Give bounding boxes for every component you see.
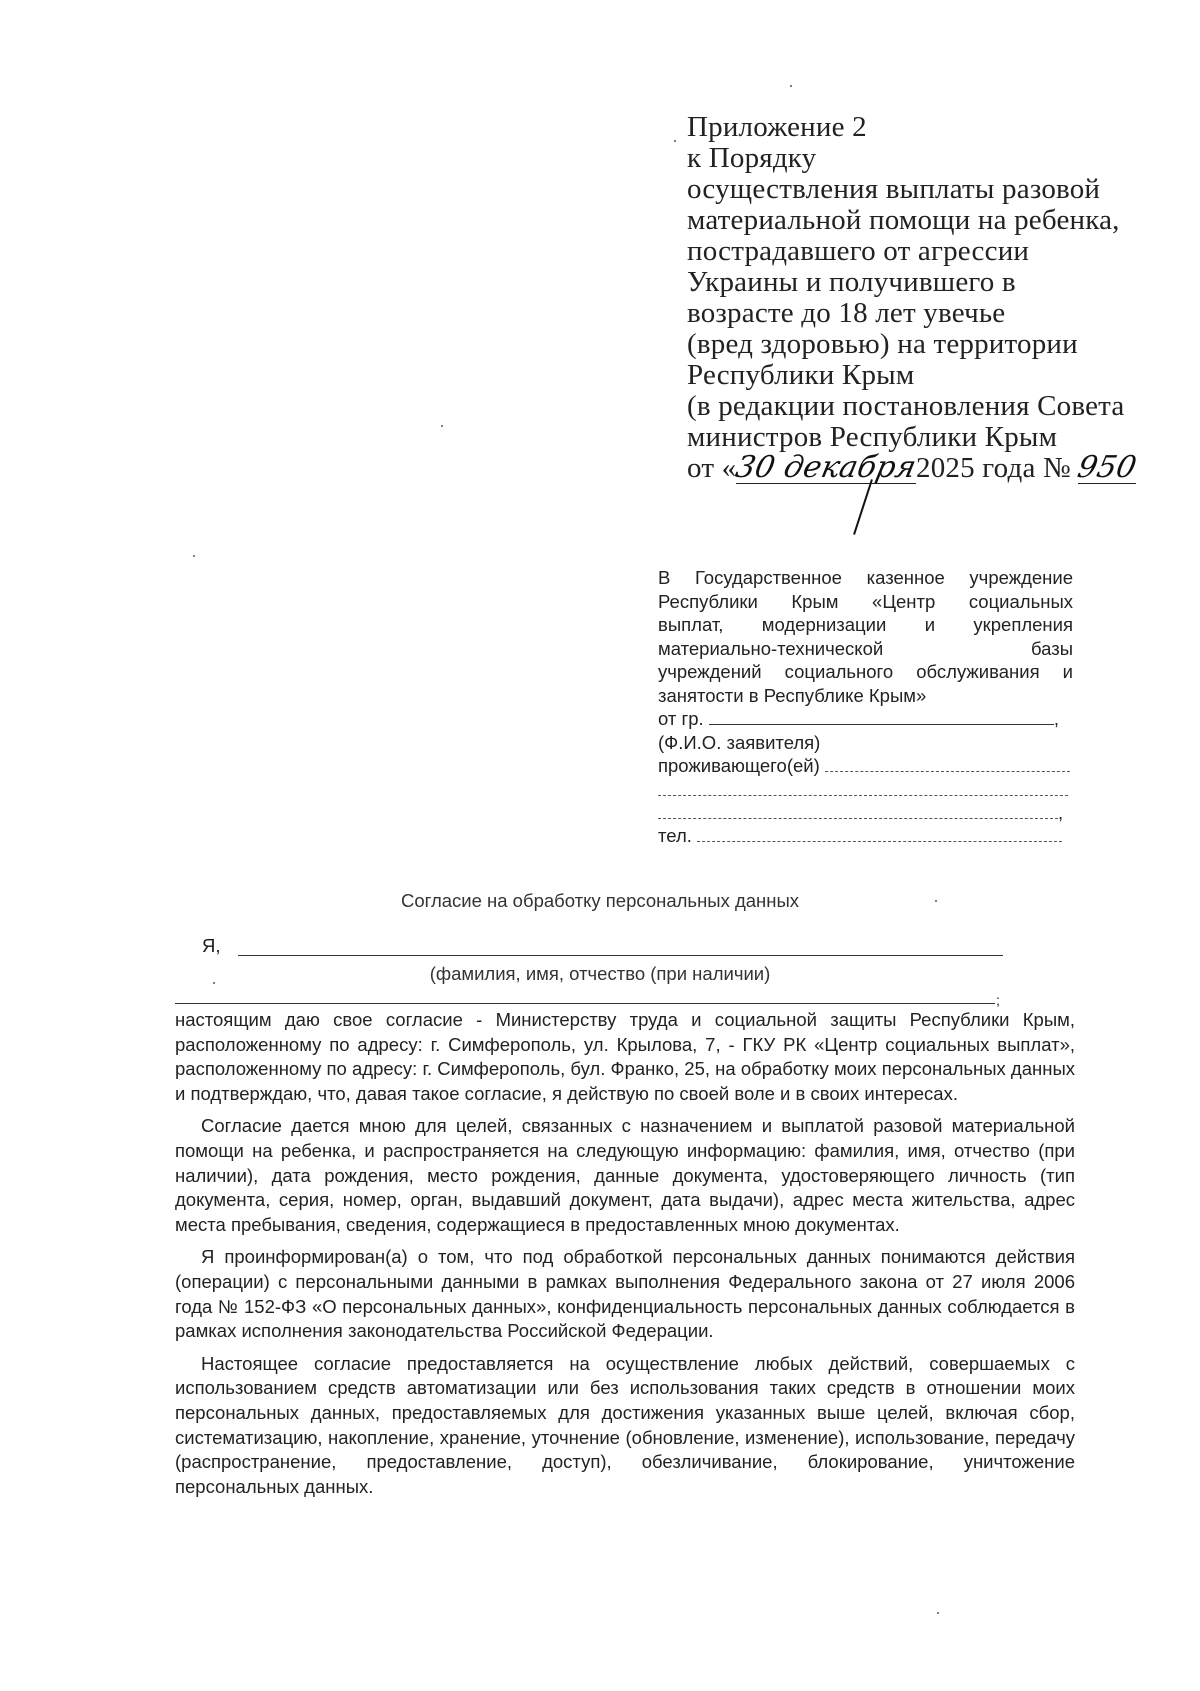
appendix-line: (в редакции постановления Совета — [687, 390, 1125, 422]
appendix-line: министров Республики Крым — [687, 421, 1058, 453]
address-field-3[interactable] — [658, 802, 1058, 819]
consent-paragraph: Согласие дается мною для целей, связанных с назначением и выплатой разовой материальной помощи на ребенка, и распространяется на следующую информацию: фамилия, имя, отчество (при наличии), дата рождения, место рождения, данные документа, удостоверяющего личность (тип документа, серия, номер, орган, выдавший документ, дата выдачи), адрес места жительства, адрес места пребывания, сведения, содержащиеся в предоставленных мною документах. — [175, 1115, 1075, 1235]
appendix-header — [687, 112, 1157, 484]
handwritten-date: 30 декабря — [732, 450, 920, 485]
tel-label: тел. — [658, 824, 692, 846]
resolution-date-line — [687, 450, 1157, 485]
applicant-name-field[interactable] — [709, 708, 1054, 725]
scan-speck — [193, 555, 195, 557]
phone-field[interactable] — [697, 825, 1062, 842]
tel-line — [658, 824, 1073, 848]
scan-speck — [790, 85, 792, 87]
consent-paragraph: Я проинформирован(а) о том, что под обработкой персональных данных понимаются действия (операции) с персональными данными в рамках выполнения Федерального закона от 27 июля 2006 года № 152-ФЗ «О персональных данных», конфиденциальность персональных данных соблюдается в рамках исполнения законодательства Российской Федерации. — [175, 1246, 1075, 1342]
consent-body — [175, 1008, 1075, 1507]
appendix-line: Приложение 2 — [687, 111, 867, 143]
full-name-hint: (фамилия, имя, отчество (при наличии) — [429, 963, 771, 984]
recipient-line: учреждений социального обслуживания и — [658, 661, 1073, 682]
appendix-line: Украины и получившего в — [687, 266, 1016, 298]
handwritten-number: 950 — [1074, 450, 1140, 485]
address-field[interactable] — [825, 755, 1070, 772]
residing-label: проживающего(ей) — [658, 755, 820, 776]
recipient-line: выплат, модернизации и укрепления — [658, 614, 1073, 635]
recipient-line: Республики Крым «Центр социальных — [658, 590, 1073, 612]
scan-speck — [935, 900, 937, 902]
line-end-mark: ; — [996, 992, 1000, 1008]
address-line-3: , — [658, 801, 1073, 824]
full-name-field[interactable] — [238, 955, 1003, 956]
recipient-block — [658, 566, 1073, 847]
scan-speck — [213, 982, 215, 984]
appendix-line: Республики Крым — [687, 359, 915, 391]
appendix-line: (вред здоровью) на территории — [687, 328, 1078, 360]
appendix-line: к Порядку — [687, 142, 817, 174]
consent-paragraph: настоящим даю свое согласие - Министерству труда и социальной защиты Республики Крым, расположенному по адресу: г. Симферополь, ул. Крылова, 7, - ГКУ РК «Центр социальных выплат», расположенному по адресу: г. Симферополь, бул. Франко, 25, на обработку моих персональных данных и подтверждаю, что, давая такое согласие, я действую по своей воле и в своих интересах. — [175, 1009, 1075, 1104]
ot-prefix: от « — [687, 452, 737, 484]
scan-speck — [937, 1612, 939, 1614]
ya-label: Я, — [202, 935, 221, 956]
scan-speck — [674, 140, 676, 142]
address-line-2 — [658, 778, 1073, 801]
appendix-line: материальной помощи на ребенка, — [687, 204, 1120, 236]
address-field-2[interactable] — [658, 779, 1068, 796]
pen-stroke — [853, 479, 873, 535]
applicant-fio-hint: (Ф.И.О. заявителя) — [658, 731, 821, 753]
from-line: от гр. , — [658, 708, 1059, 729]
appendix-line: возрасте до 18 лет увечье — [687, 297, 1006, 329]
residing-line — [658, 754, 1073, 778]
document-title: Согласие на обработку персональных данных — [400, 890, 800, 911]
recipient-line: материально-технической базы — [658, 637, 1073, 659]
full-name-field-2[interactable] — [175, 1003, 995, 1004]
year-text: 2025 года № — [916, 452, 1071, 484]
recipient-line: В Государственное казенное учреждение — [658, 567, 1073, 588]
from-label: от гр. — [658, 708, 704, 729]
scan-speck — [441, 425, 443, 427]
appendix-line: пострадавшего от агрессии — [687, 235, 1030, 267]
appendix-line: осуществления выплаты разовой — [687, 173, 1101, 205]
recipient-line: занятости в Республике Крым» — [658, 684, 927, 706]
consent-paragraph: Настоящее согласие предоставляется на осуществление любых действий, совершаемых с использованием средств автоматизации или без использования таких средств в отношении моих персональных данных, предоставляемых для достижения указанных выше целей, включая сбор, систематизацию, накопление, хранение, уточнение (обновление, изменение), использование, передачу (распространение, предоставление, доступ), обезличивание, блокирование, уничтожение персональных данных. — [175, 1352, 1075, 1497]
